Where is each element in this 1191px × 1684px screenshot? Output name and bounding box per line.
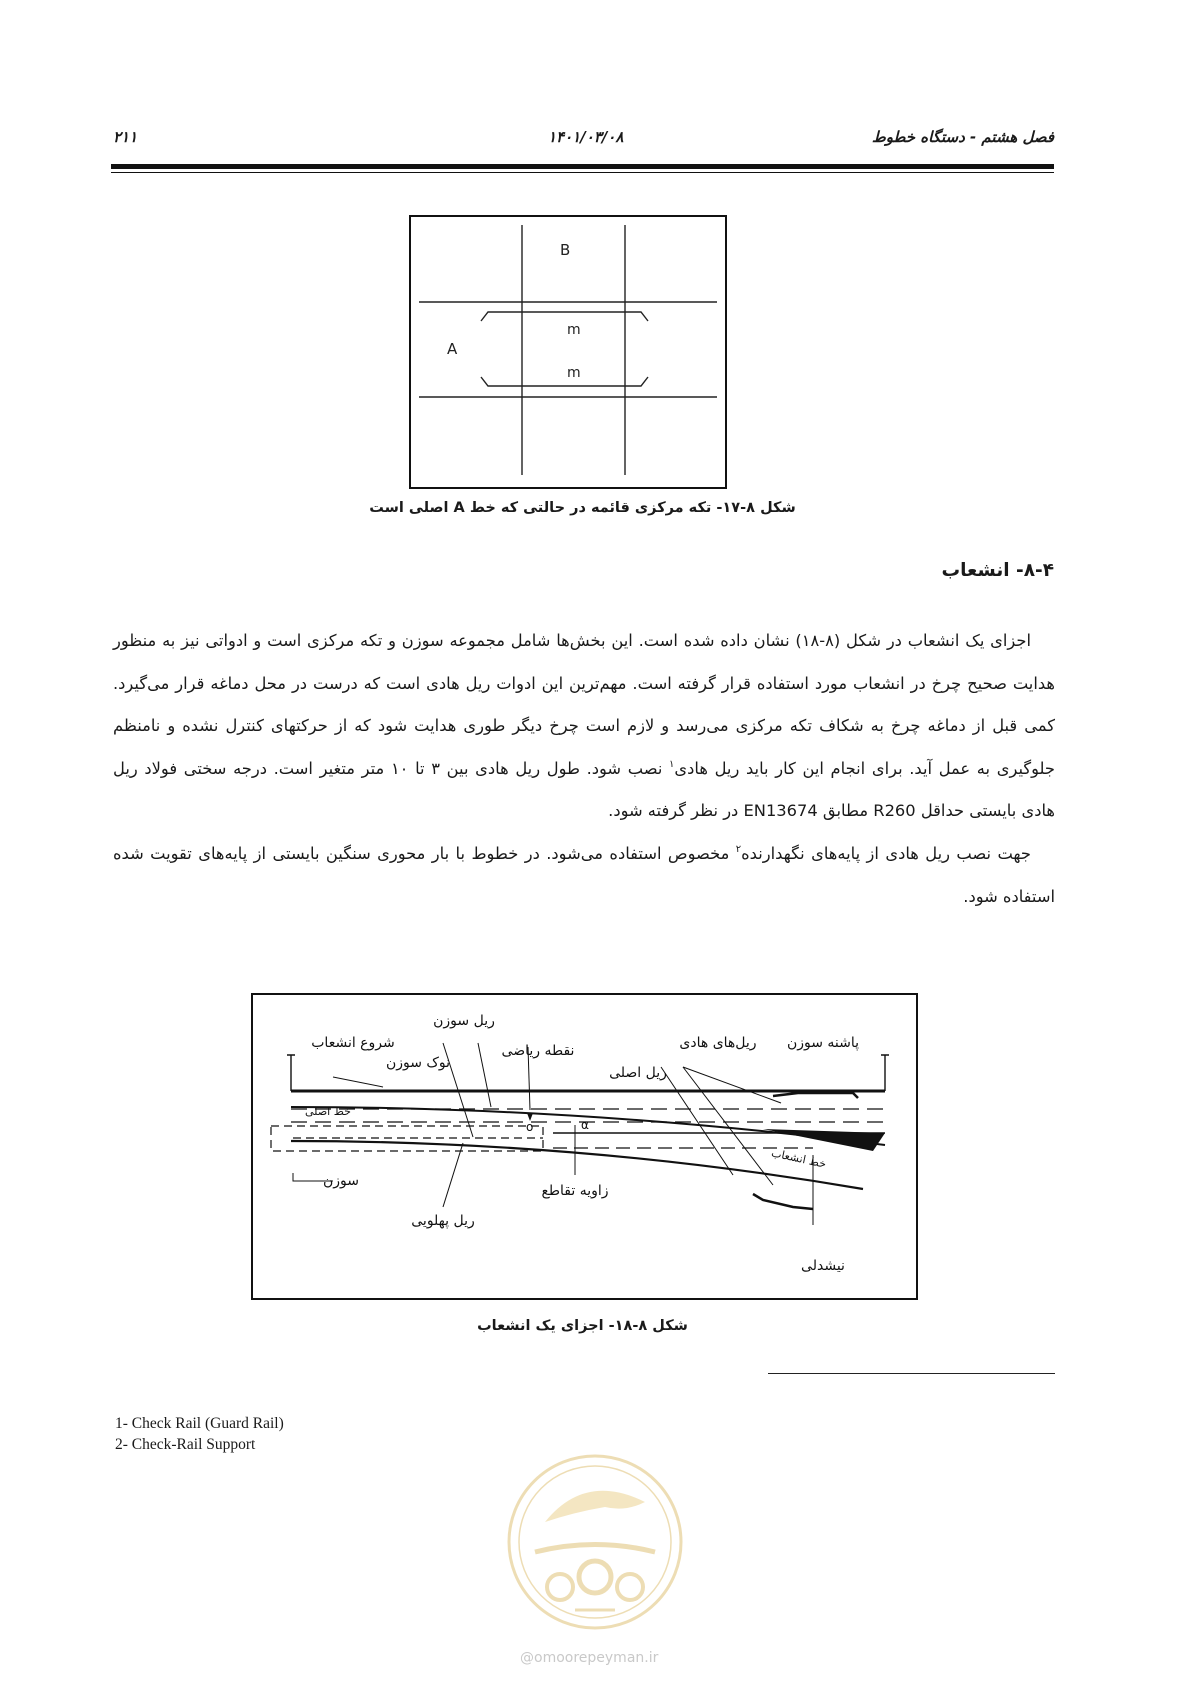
figure-18-caption: شکل ۸-۱۸- اجزای یک انشعاب: [477, 1318, 688, 1334]
label-alpha: α: [581, 1118, 589, 1132]
watermark-text: @omoorepeyman.ir: [520, 1650, 659, 1666]
paragraph-2-text: جهت نصب ریل هادی از پایه‌های نگهدارنده: [741, 843, 1031, 863]
label-b: B: [560, 241, 571, 259]
paragraph-1-text-b: نصب شود. طول ریل هادی بین ۳ تا ۱۰ متر متغیر است. درجه سختی فولاد ریل هادی بایستی حداقل R260 مطابق EN13674 در نظر گرفته شود.: [113, 758, 1055, 821]
header-rule-thick: [111, 164, 1054, 169]
label-math-point: نقطه ریاضی: [501, 1043, 575, 1059]
section-title: ۸-۴- انشعاب: [941, 560, 1054, 581]
label-side-rail: ریل پهلویی: [411, 1213, 475, 1229]
watermark-seal: [505, 1452, 685, 1632]
figure-18-drawing: [253, 995, 916, 1298]
page-number: ۲۱۱: [113, 128, 138, 146]
label-needle-tip: نوک سوزن: [385, 1055, 451, 1071]
paragraph-1-text: اجزای یک انشعاب در شکل (۸-۱۸) نشان داده شده است. این بخش‌ها شامل مجموعه سوزن و تکه مرکزی است و ادواتی نیز به منظور هدایت صحیح چرخ در انشعاب مورد استفاده قرار گرفته است. مهم‌ترین این ادوات ریل هادی است که درست در محل دماغه قرار می‌گیرد. کمی قبل از دماغه چرخ به شکاف تکه مرکزی می‌رسد و لازم است چرخ دیگر طوری هدایت شود که از حرکتهای کنترل نشده و نامنظم جلوگیری به عمل آید. برای انجام این کار باید ریل هادی: [113, 631, 1055, 778]
label-guide-rails: ریل‌های هادی: [679, 1035, 757, 1051]
figure-17-caption: شکل ۸-۱۷- تکه مرکزی قائمه در حالتی که خط A اصلی است: [369, 500, 796, 516]
label-heel: پاشنه سوزن: [786, 1035, 860, 1051]
label-m-bottom: m: [567, 365, 581, 381]
paragraph-1: [113, 620, 1055, 833]
label-branch-line: خط انشعاب: [770, 1146, 828, 1171]
label-m-top: m: [567, 322, 581, 338]
paragraph-2-text-b: مخصوص استفاده می‌شود. در خطوط با بار محوری سنگین بایستی از پایه‌های تقویت شده استفاده شود.: [113, 843, 1055, 906]
figure-18: [251, 993, 918, 1300]
footnote-ref-2: ۲: [735, 843, 742, 855]
label-switch-start: شروع انشعاب: [311, 1035, 395, 1051]
header-rule-thin: [111, 172, 1054, 173]
figure-17: [409, 215, 727, 489]
header-date: ۱۴۰۱/۰۳/۰۸: [548, 128, 624, 146]
label-needle-rail: ریل سوزن: [433, 1013, 495, 1029]
label-o: o: [526, 1120, 534, 1134]
paragraph-2: [113, 833, 1055, 918]
label-crossing-angle: زاویه تقاطع: [541, 1183, 609, 1199]
footnote-1: 1- Check Rail (Guard Rail): [115, 1415, 284, 1432]
body-text: [113, 620, 1055, 918]
footnote-ref-1: ۱: [669, 758, 675, 770]
chapter-title: فصل هشتم - دستگاه خطوط: [871, 128, 1054, 146]
label-main-line: خط اصلی: [305, 1105, 351, 1118]
footnote-2: 2- Check-Rail Support: [115, 1436, 256, 1453]
label-needle: سوزن: [322, 1173, 360, 1189]
label-main-rail: ریل اصلی: [609, 1065, 667, 1081]
footnote-rule: [768, 1373, 1055, 1374]
label-a: A: [447, 340, 458, 358]
figure-17-drawing: [411, 217, 725, 487]
label-nishdali: نیشدلی: [801, 1258, 845, 1274]
